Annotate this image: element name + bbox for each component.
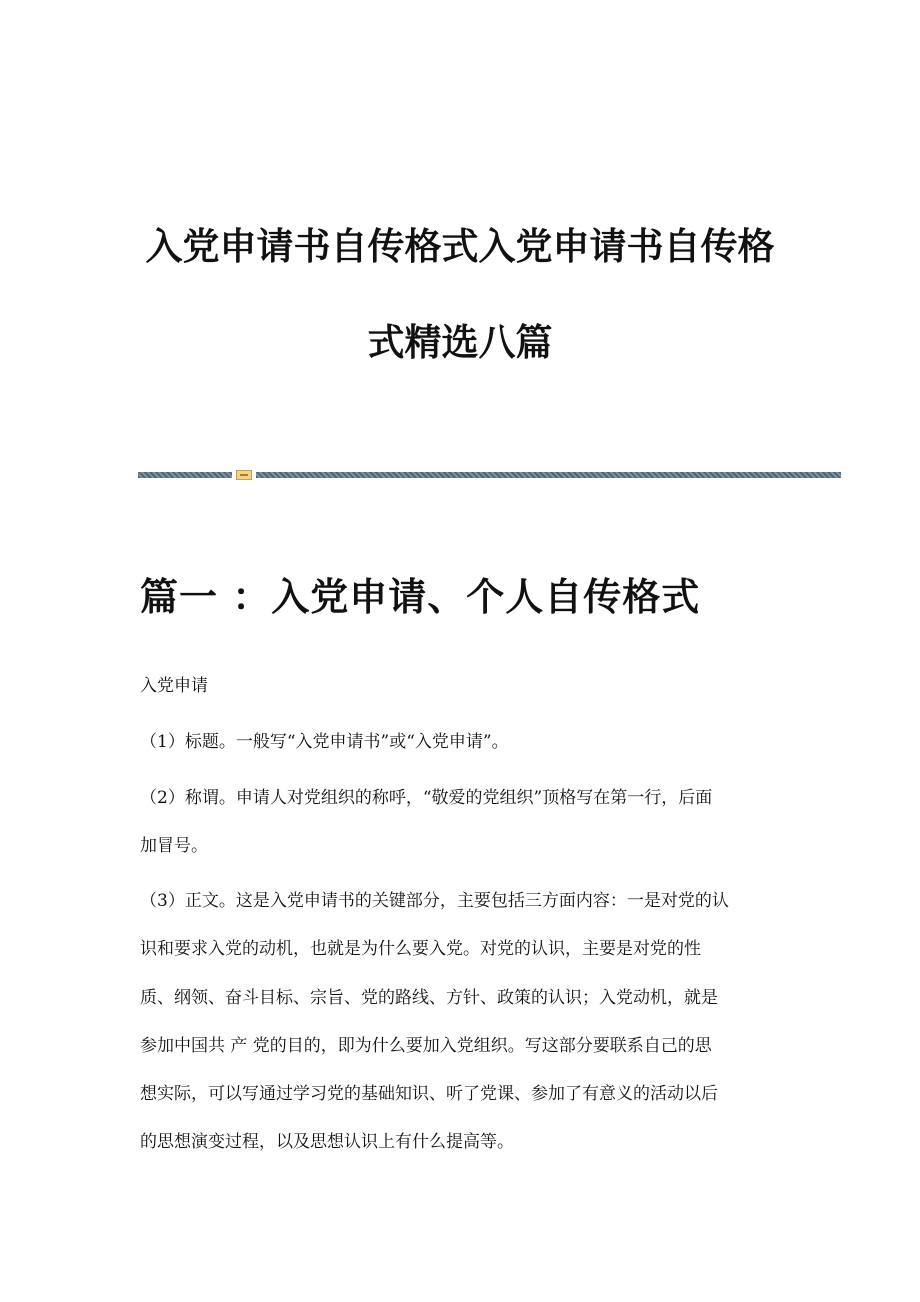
paragraph-body-item-line-4: 参加中国共 产 党的目的，即为什么要加入党组织。写这部分要联系自己的思 <box>140 1036 712 1056</box>
document-title-line-2: 式精选八篇 <box>367 320 553 364</box>
divider-ornament-icon <box>236 470 252 480</box>
paragraph-body-item-line-3: 质、纲领、奋斗目标、宗旨、党的路线、方针、政策的认识；入党动机，就是 <box>140 988 718 1008</box>
divider-bar-left <box>138 472 232 478</box>
paragraph-salutation-item-cont: 加冒号。 <box>140 836 208 856</box>
decorative-divider <box>138 470 841 480</box>
paragraph-body-item-line-5: 想实际，可以写通过学习党的基础知识、听了党课、参加了有意义的活动以后 <box>140 1084 718 1104</box>
paragraph-title-item: （1）标题。一般写“入党申请书”或“入党申请”。 <box>140 732 509 752</box>
paragraph-salutation-item: （2）称谓。申请人对党组织的称呼，“敬爱的党组织”顶格写在第一行，后面 <box>140 788 713 808</box>
section-heading: 篇一 ：入党申请、个人自传格式 <box>140 575 701 619</box>
paragraph-body-item-line-2: 识和要求入党的动机，也就是为什么要入党。对党的认识，主要是对党的性 <box>140 939 701 959</box>
document-title-line-1: 入党申请书自传格式入党申请书自传格 <box>145 224 775 268</box>
paragraph-subheading: 入党申请 <box>140 676 208 696</box>
paragraph-body-item-line-6: 的思想演变过程，以及思想认识上有什么提高等。 <box>140 1132 514 1152</box>
paragraph-body-item-line-1: （3）正文。这是入党申请书的关键部分，主要包括三方面内容：一是对党的认 <box>140 891 729 911</box>
divider-bar-right <box>256 472 841 478</box>
